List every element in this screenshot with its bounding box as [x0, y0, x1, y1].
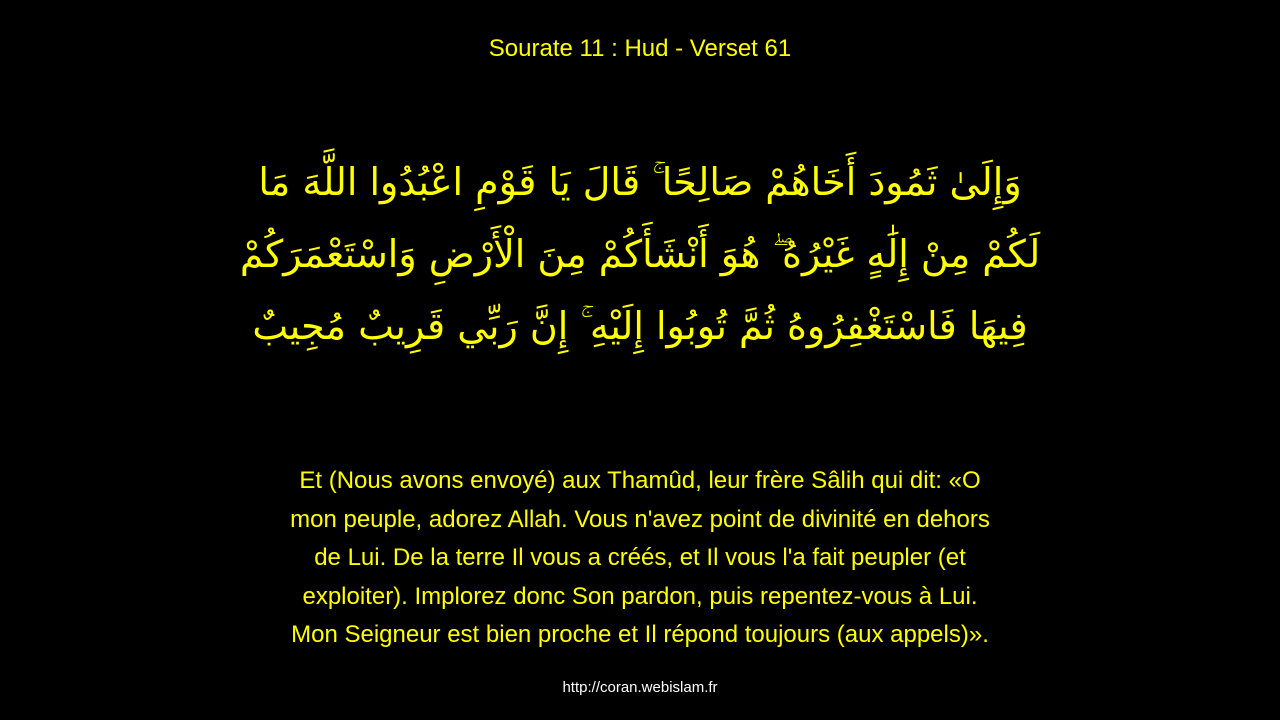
verse-title: Sourate 11 : Hud - Verset 61	[488, 35, 792, 62]
arabic-verse	[160, 146, 1120, 362]
french-translation	[200, 462, 1080, 655]
translation-line: Mon Seigneur est bien proche et Il répond toujours (aux appels)».	[291, 621, 989, 648]
translation-line: Et (Nous avons envoyé) aux Thamûd, leur frère Sâlih qui dit: «O	[299, 467, 981, 494]
translation-line: de Lui. De la terre Il vous a créés, et Il vous l'a fait peupler (et	[314, 544, 966, 571]
translation-line: exploiter). Implorez donc Son pardon, puis repentez-vous à Lui.	[302, 582, 978, 610]
arabic-line: وَإِلَىٰ ثَمُودَ أَخَاهُمْ صَالِحًا ۚ قَالَ يَا قَوْمِ اعْبُدُوا اللَّهَ مَا	[258, 160, 1022, 204]
translation-line: mon peuple, adorez Allah. Vous n'avez point de divinité en dehors	[290, 505, 990, 533]
source-url: http://coran.webislam.fr	[562, 679, 718, 696]
arabic-line: فِيهَا فَاسْتَغْفِرُوهُ ثُمَّ تُوبُوا إِلَيْهِ ۚ إِنَّ رَبِّي قَرِيبٌ مُجِيبٌ	[252, 304, 1028, 348]
arabic-line: لَكُمْ مِنْ إِلَٰهٍ غَيْرُهُ ۖ هُوَ أَنْشَأَكُمْ مِنَ الْأَرْضِ وَاسْتَعْمَرَكُمْ	[239, 232, 1041, 276]
